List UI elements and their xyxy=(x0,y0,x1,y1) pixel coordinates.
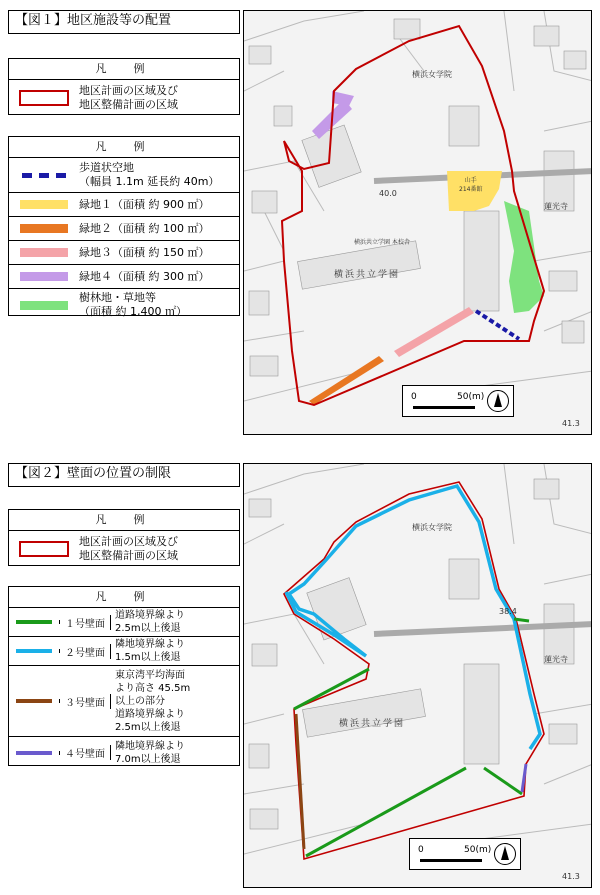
map1-label-elev1: 40.0 xyxy=(379,189,397,198)
fig2-boundary-legend xyxy=(8,509,240,566)
walkway-label: 歩道状空地 （幅員 1.1m 延長約 40m） xyxy=(79,161,220,188)
map2-scale-bar xyxy=(409,838,521,870)
boundary-swatch xyxy=(9,90,79,106)
north-arrow-icon xyxy=(487,390,509,412)
scale-zero: 0 xyxy=(411,392,417,402)
legend-header: 凡 例 xyxy=(9,137,239,158)
green2-label: 緑地２（面積 約 100 ㎡） xyxy=(79,221,210,235)
legend-header: 凡 例 xyxy=(9,59,239,80)
legend-row-green2 xyxy=(9,217,239,241)
legend-row-green4 xyxy=(9,265,239,289)
map1-scale-bar xyxy=(402,385,514,417)
wall2-desc: 隣地境界線より 1.5m以上後退 xyxy=(115,639,185,663)
legend-row-wall2 xyxy=(9,637,239,666)
legend-row-green1 xyxy=(9,193,239,217)
fig1-map xyxy=(243,10,592,435)
wall3-desc: 東京湾平均海面 より高さ 45.5m 以上の部分 道路境界線より 2.5m以上後退 xyxy=(115,669,191,733)
map2-label-elev1: 38.4 xyxy=(499,607,517,616)
green3-swatch xyxy=(20,248,68,257)
map2-label-temple: 蓮光寺 xyxy=(544,655,568,664)
legend-row-walkway xyxy=(9,158,239,193)
wall3-swatch xyxy=(16,699,52,703)
legend-row-boundary xyxy=(9,80,239,116)
map2-label-school-a: 横浜女学院 xyxy=(412,523,452,532)
green4-label: 緑地４（面積 約 300 ㎡） xyxy=(79,269,210,283)
north-arrow-icon xyxy=(494,843,516,865)
scale-distance: 50(m) xyxy=(457,392,485,402)
scale-distance: 50(m) xyxy=(464,845,492,855)
wall3-name: ３号壁面 xyxy=(60,694,111,709)
legend-row-green3 xyxy=(9,241,239,265)
legend-row-woodland xyxy=(9,289,239,321)
wall4-desc: 隣地境界線より 7.0m以上後退 xyxy=(115,740,185,765)
map1-label-museum: 山手 214番館 xyxy=(459,177,483,193)
boundary-label: 地区計画の区域及び 地区整備計画の区域 xyxy=(79,535,178,562)
fig1-facilities-legend xyxy=(8,136,240,316)
green4-swatch xyxy=(20,272,68,281)
map2-label-school-b: 横浜共立学園 xyxy=(339,719,406,729)
map2-label-elev2: 41.3 xyxy=(562,872,580,881)
boundary-label: 地区計画の区域及び 地区整備計画の区域 xyxy=(79,84,178,111)
legend-header: 凡 例 xyxy=(9,510,239,531)
green3-label: 緑地３（面積 約 150 ㎡） xyxy=(79,245,210,259)
wall1-name: １号壁面 xyxy=(60,615,111,630)
woodland-label: 樹林地・草地等 （面積 約 1,400 ㎡） xyxy=(79,291,187,318)
wall2-swatch xyxy=(16,649,52,653)
green2-swatch xyxy=(20,224,68,233)
scale-zero: 0 xyxy=(418,845,424,855)
woodland-swatch xyxy=(20,301,68,310)
wall4-name: ４号壁面 xyxy=(60,745,111,760)
map1-label-building: 横浜共立学園 本校舎 xyxy=(354,239,410,246)
legend-row-wall4 xyxy=(9,737,239,768)
fig2-title: 【図２】壁面の位置の制限 xyxy=(8,463,240,487)
legend-row-wall1 xyxy=(9,608,239,637)
walkway-swatch xyxy=(9,173,79,178)
legend-row-boundary xyxy=(9,531,239,567)
green1-label: 緑地１（面積 約 900 ㎡） xyxy=(79,197,210,211)
map1-label-school-a: 横浜女学院 xyxy=(412,70,452,79)
wall2-name: ２号壁面 xyxy=(60,644,111,659)
map1-label-temple: 蓮光寺 xyxy=(544,202,568,211)
fig2-wall-legend xyxy=(8,586,240,766)
legend-header: 凡 例 xyxy=(9,587,239,608)
wall4-swatch xyxy=(16,751,52,755)
fig1-title: 【図１】地区施設等の配置 xyxy=(8,10,240,34)
green1-swatch xyxy=(20,200,68,209)
wall1-desc: 道路境界線より 2.5m以上後退 xyxy=(115,610,185,634)
map1-label-school-b: 横浜共立学園 xyxy=(334,270,401,280)
boundary-swatch xyxy=(9,541,79,557)
fig1-boundary-legend xyxy=(8,58,240,115)
wall1-swatch xyxy=(16,620,52,624)
fig2-map xyxy=(243,463,592,888)
map1-label-elev2: 41.3 xyxy=(562,419,580,428)
legend-row-wall3 xyxy=(9,666,239,737)
